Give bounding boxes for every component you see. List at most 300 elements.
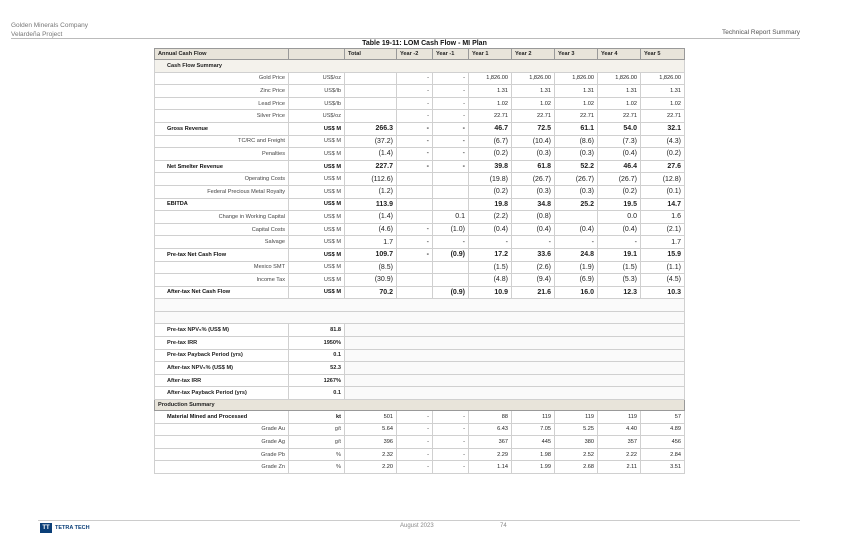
table-row xyxy=(155,286,685,299)
table-row xyxy=(155,423,685,436)
value-cell: - xyxy=(433,236,469,249)
value-cell: 54.0 xyxy=(598,122,641,135)
value-cell: (2.2) xyxy=(469,211,512,224)
value-cell: (26.7) xyxy=(598,173,641,186)
value-cell: (0.2) xyxy=(469,185,512,198)
value-cell: 7.05 xyxy=(512,423,555,436)
table-row xyxy=(155,122,685,135)
value-cell: (2.6) xyxy=(512,261,555,274)
value-cell: (1.9) xyxy=(555,261,598,274)
value-cell: - xyxy=(433,148,469,161)
value-cell xyxy=(433,274,469,287)
value-cell: - xyxy=(397,148,433,161)
value-cell: 119 xyxy=(555,411,598,424)
tetra-tech-logo xyxy=(40,523,90,533)
value-cell xyxy=(555,211,598,224)
table-row xyxy=(155,72,685,85)
metric-label: Pre-tax Payback Period (yrs) xyxy=(155,349,289,362)
value-cell: - xyxy=(397,72,433,85)
value-cell: (4.5) xyxy=(641,274,685,287)
value-cell: 2.20 xyxy=(345,461,397,474)
value-cell: - xyxy=(433,97,469,110)
row-unit: US$ M xyxy=(289,274,345,287)
value-cell: - xyxy=(397,248,433,261)
value-cell: (1.1) xyxy=(641,261,685,274)
value-cell: 1.6 xyxy=(641,211,685,224)
row-label: Silver Price xyxy=(155,110,289,123)
row-label: Net Smelter Revenue xyxy=(155,160,289,173)
metric-value: 0.1 xyxy=(289,349,345,362)
row-label: Grade Au xyxy=(155,423,289,436)
value-cell: 445 xyxy=(512,436,555,449)
value-cell: - xyxy=(512,236,555,249)
value-cell: (1.4) xyxy=(345,148,397,161)
row-label: EBITDA xyxy=(155,198,289,211)
table-row xyxy=(155,374,685,387)
value-cell: (9.4) xyxy=(512,274,555,287)
value-cell: 1.7 xyxy=(641,236,685,249)
value-cell: (0.2) xyxy=(598,185,641,198)
table-row xyxy=(155,110,685,123)
value-cell: 367 xyxy=(469,436,512,449)
row-unit: US$ M xyxy=(289,236,345,249)
metric-value: 1950% xyxy=(289,337,345,350)
metric-value: 0.1 xyxy=(289,387,345,400)
footer-divider xyxy=(38,520,800,521)
value-cell: 1,826.00 xyxy=(512,72,555,85)
value-cell: (0.2) xyxy=(641,148,685,161)
row-label: Income Tax xyxy=(155,274,289,287)
cash-flow-table xyxy=(154,48,685,474)
value-cell: 61.1 xyxy=(555,122,598,135)
value-cell: - xyxy=(433,85,469,98)
table-row xyxy=(155,236,685,249)
value-cell: - xyxy=(433,411,469,424)
value-cell: 22.71 xyxy=(598,110,641,123)
value-cell: 1.02 xyxy=(555,97,598,110)
value-cell: (6.7) xyxy=(469,135,512,148)
value-cell: - xyxy=(469,236,512,249)
value-cell: (0.4) xyxy=(555,223,598,236)
value-cell: (26.7) xyxy=(555,173,598,186)
value-cell: 357 xyxy=(598,436,641,449)
value-cell: 1.31 xyxy=(641,85,685,98)
value-cell: 4.89 xyxy=(641,423,685,436)
column-header: Annual Cash Flow xyxy=(155,49,289,60)
value-cell: 61.8 xyxy=(512,160,555,173)
value-cell: 17.2 xyxy=(469,248,512,261)
value-cell: (7.3) xyxy=(598,135,641,148)
value-cell: 1.02 xyxy=(641,97,685,110)
value-cell: 19.1 xyxy=(598,248,641,261)
row-label: Material Mined and Processed xyxy=(155,411,289,424)
value-cell: (0.4) xyxy=(512,223,555,236)
empty-cell xyxy=(345,387,685,400)
value-cell: 4.40 xyxy=(598,423,641,436)
empty-cell xyxy=(345,349,685,362)
value-cell: (1.5) xyxy=(469,261,512,274)
table-row xyxy=(155,349,685,362)
footer-date: August 2023 xyxy=(400,523,434,529)
value-cell: 1,826.00 xyxy=(598,72,641,85)
value-cell: 33.6 xyxy=(512,248,555,261)
value-cell: 1.31 xyxy=(555,85,598,98)
row-unit: US$ M xyxy=(289,211,345,224)
value-cell: - xyxy=(433,448,469,461)
value-cell: - xyxy=(397,411,433,424)
value-cell: 1.31 xyxy=(512,85,555,98)
value-cell: 1,826.00 xyxy=(641,72,685,85)
row-label: Gold Price xyxy=(155,72,289,85)
blank-row xyxy=(155,299,685,312)
value-cell: - xyxy=(433,436,469,449)
column-header: Year -1 xyxy=(433,49,469,60)
column-header: Year 4 xyxy=(598,49,641,60)
table-row xyxy=(155,148,685,161)
row-label: Lead Price xyxy=(155,97,289,110)
table-row xyxy=(155,461,685,474)
value-cell: - xyxy=(433,461,469,474)
value-cell: (0.9) xyxy=(433,286,469,299)
row-label: Mexico SMT xyxy=(155,261,289,274)
value-cell: 1.02 xyxy=(512,97,555,110)
value-cell xyxy=(397,211,433,224)
row-label: Penalties xyxy=(155,148,289,161)
value-cell: 12.3 xyxy=(598,286,641,299)
row-unit: US$ M xyxy=(289,198,345,211)
value-cell: 396 xyxy=(345,436,397,449)
value-cell: - xyxy=(433,423,469,436)
table-row xyxy=(155,248,685,261)
value-cell: 72.5 xyxy=(512,122,555,135)
section-label: Cash Flow Summary xyxy=(155,60,685,73)
value-cell: (0.8) xyxy=(512,211,555,224)
header-divider xyxy=(11,38,800,39)
table-row xyxy=(155,173,685,186)
value-cell: 32.1 xyxy=(641,122,685,135)
value-cell: 10.9 xyxy=(469,286,512,299)
table-header-row xyxy=(155,49,685,60)
metric-label: After-tax Payback Period (yrs) xyxy=(155,387,289,400)
value-cell: (0.1) xyxy=(641,185,685,198)
value-cell: (0.3) xyxy=(555,148,598,161)
table-row xyxy=(155,400,685,411)
value-cell: - xyxy=(433,110,469,123)
value-cell: - xyxy=(433,122,469,135)
value-cell xyxy=(345,110,397,123)
value-cell: 2.11 xyxy=(598,461,641,474)
row-label: Gross Revenue xyxy=(155,122,289,135)
value-cell: (10.4) xyxy=(512,135,555,148)
value-cell: (26.7) xyxy=(512,173,555,186)
value-cell: (12.8) xyxy=(641,173,685,186)
value-cell: 0.0 xyxy=(598,211,641,224)
row-label: Federal Precious Metal Royalty xyxy=(155,185,289,198)
company-name: Golden Minerals Company xyxy=(11,22,88,29)
row-label: Grade Ag xyxy=(155,436,289,449)
value-cell: 456 xyxy=(641,436,685,449)
column-header: Year 3 xyxy=(555,49,598,60)
project-name: Velardeña Project xyxy=(11,31,63,38)
value-cell xyxy=(397,173,433,186)
value-cell: (0.9) xyxy=(433,248,469,261)
value-cell: 52.2 xyxy=(555,160,598,173)
value-cell: (2.1) xyxy=(641,223,685,236)
row-unit: US$ M xyxy=(289,173,345,186)
header-left xyxy=(11,21,88,39)
value-cell xyxy=(345,72,397,85)
value-cell: 46.4 xyxy=(598,160,641,173)
metric-value: 1267% xyxy=(289,374,345,387)
value-cell: 3.51 xyxy=(641,461,685,474)
value-cell: 19.5 xyxy=(598,198,641,211)
value-cell: 1.99 xyxy=(512,461,555,474)
table-row xyxy=(155,324,685,337)
value-cell: - xyxy=(397,110,433,123)
value-cell: (30.9) xyxy=(345,274,397,287)
value-cell: 1.14 xyxy=(469,461,512,474)
table-row xyxy=(155,60,685,73)
row-unit: g/t xyxy=(289,436,345,449)
value-cell: 1.02 xyxy=(598,97,641,110)
row-label: Pre-tax Net Cash Flow xyxy=(155,248,289,261)
value-cell: 109.7 xyxy=(345,248,397,261)
value-cell: - xyxy=(598,236,641,249)
value-cell: 19.8 xyxy=(469,198,512,211)
value-cell: (0.4) xyxy=(469,223,512,236)
table-row xyxy=(155,311,685,324)
table-row xyxy=(155,261,685,274)
row-unit: US$ M xyxy=(289,286,345,299)
value-cell xyxy=(433,198,469,211)
value-cell: 501 xyxy=(345,411,397,424)
value-cell: - xyxy=(397,236,433,249)
report-title: Technical Report Summary xyxy=(721,29,800,36)
empty-cell xyxy=(345,337,685,350)
value-cell: - xyxy=(397,461,433,474)
row-unit: US$ M xyxy=(289,185,345,198)
table-row xyxy=(155,160,685,173)
row-unit: kt xyxy=(289,411,345,424)
metric-label: Pre-tax IRR xyxy=(155,337,289,350)
column-header xyxy=(289,49,345,60)
value-cell xyxy=(397,274,433,287)
value-cell: - xyxy=(555,236,598,249)
row-label: Salvage xyxy=(155,236,289,249)
row-unit: US$ M xyxy=(289,122,345,135)
value-cell: 14.7 xyxy=(641,198,685,211)
value-cell: (0.4) xyxy=(598,223,641,236)
empty-cell xyxy=(345,362,685,375)
value-cell xyxy=(397,261,433,274)
column-header: Total xyxy=(345,49,397,60)
value-cell: (0.2) xyxy=(469,148,512,161)
value-cell: (19.8) xyxy=(469,173,512,186)
value-cell: - xyxy=(397,436,433,449)
table-row xyxy=(155,274,685,287)
value-cell: (112.6) xyxy=(345,173,397,186)
value-cell: 21.6 xyxy=(512,286,555,299)
table-row xyxy=(155,411,685,424)
column-header: Year -2 xyxy=(397,49,433,60)
row-unit: US$/oz xyxy=(289,72,345,85)
value-cell: 5.25 xyxy=(555,423,598,436)
value-cell: 1.98 xyxy=(512,448,555,461)
table-row xyxy=(155,135,685,148)
value-cell: 2.29 xyxy=(469,448,512,461)
value-cell: 22.71 xyxy=(512,110,555,123)
value-cell: (8.6) xyxy=(555,135,598,148)
value-cell: - xyxy=(433,160,469,173)
value-cell: (4.6) xyxy=(345,223,397,236)
value-cell: 88 xyxy=(469,411,512,424)
row-unit: g/t xyxy=(289,423,345,436)
row-label: After-tax Net Cash Flow xyxy=(155,286,289,299)
value-cell: 113.9 xyxy=(345,198,397,211)
row-label: Capital Costs xyxy=(155,223,289,236)
metric-value: 81.8 xyxy=(289,324,345,337)
value-cell: - xyxy=(433,135,469,148)
table-title: Table 19-11: LOM Cash Flow - MI Plan xyxy=(362,40,487,47)
value-cell: (6.9) xyxy=(555,274,598,287)
column-header: Year 5 xyxy=(641,49,685,60)
value-cell: (4.3) xyxy=(641,135,685,148)
column-header: Year 2 xyxy=(512,49,555,60)
row-unit: % xyxy=(289,448,345,461)
tetra-tech-logo-text: TETRA TECH xyxy=(55,525,90,531)
row-label: Zinc Price xyxy=(155,85,289,98)
table-row xyxy=(155,448,685,461)
value-cell: 39.8 xyxy=(469,160,512,173)
value-cell: 46.7 xyxy=(469,122,512,135)
table-row xyxy=(155,299,685,312)
value-cell: 2.52 xyxy=(555,448,598,461)
value-cell: (8.5) xyxy=(345,261,397,274)
value-cell: 266.3 xyxy=(345,122,397,135)
value-cell: (0.3) xyxy=(512,185,555,198)
value-cell: - xyxy=(397,448,433,461)
value-cell: 22.71 xyxy=(469,110,512,123)
value-cell: 0.1 xyxy=(433,211,469,224)
value-cell: (37.2) xyxy=(345,135,397,148)
value-cell: - xyxy=(397,223,433,236)
value-cell: 119 xyxy=(512,411,555,424)
value-cell: 22.71 xyxy=(641,110,685,123)
value-cell: 22.71 xyxy=(555,110,598,123)
row-unit: US$ M xyxy=(289,248,345,261)
value-cell: 227.7 xyxy=(345,160,397,173)
value-cell: 15.9 xyxy=(641,248,685,261)
section-heading: Production Summary xyxy=(155,400,685,411)
table-row xyxy=(155,223,685,236)
value-cell: 24.8 xyxy=(555,248,598,261)
row-label: Grade Pb xyxy=(155,448,289,461)
row-unit: % xyxy=(289,461,345,474)
value-cell: 1.7 xyxy=(345,236,397,249)
empty-cell xyxy=(345,324,685,337)
value-cell: 27.6 xyxy=(641,160,685,173)
value-cell: 2.84 xyxy=(641,448,685,461)
value-cell: 34.8 xyxy=(512,198,555,211)
value-cell xyxy=(433,173,469,186)
row-label: Grade Zn xyxy=(155,461,289,474)
value-cell xyxy=(433,185,469,198)
row-label: Operating Costs xyxy=(155,173,289,186)
value-cell: 6.43 xyxy=(469,423,512,436)
value-cell: (1.5) xyxy=(598,261,641,274)
metric-label: Pre-tax NPV₅% (US$ M) xyxy=(155,324,289,337)
value-cell xyxy=(345,85,397,98)
table-row xyxy=(155,198,685,211)
metric-label: After-tax IRR xyxy=(155,374,289,387)
value-cell: 10.3 xyxy=(641,286,685,299)
table-row xyxy=(155,211,685,224)
empty-cell xyxy=(345,374,685,387)
value-cell: 16.0 xyxy=(555,286,598,299)
blank-row xyxy=(155,311,685,324)
row-label: TC/RC and Freight xyxy=(155,135,289,148)
row-unit: US$/lb xyxy=(289,85,345,98)
table-row xyxy=(155,97,685,110)
value-cell: 2.68 xyxy=(555,461,598,474)
value-cell xyxy=(397,185,433,198)
value-cell: - xyxy=(397,122,433,135)
value-cell: 380 xyxy=(555,436,598,449)
table-row xyxy=(155,337,685,350)
row-unit: US$ M xyxy=(289,223,345,236)
page-number: 74 xyxy=(500,523,507,529)
value-cell: (1.0) xyxy=(433,223,469,236)
value-cell: 1.31 xyxy=(598,85,641,98)
tetra-tech-logo-mark: TT xyxy=(40,523,52,533)
value-cell: - xyxy=(433,72,469,85)
table-row xyxy=(155,436,685,449)
table-row xyxy=(155,85,685,98)
value-cell: 25.2 xyxy=(555,198,598,211)
row-label: Change in Working Capital xyxy=(155,211,289,224)
value-cell: 70.2 xyxy=(345,286,397,299)
value-cell xyxy=(345,97,397,110)
table-row xyxy=(155,362,685,375)
value-cell: (0.3) xyxy=(512,148,555,161)
value-cell: (1.2) xyxy=(345,185,397,198)
value-cell xyxy=(433,261,469,274)
value-cell: (0.3) xyxy=(555,185,598,198)
value-cell xyxy=(397,198,433,211)
value-cell: - xyxy=(397,423,433,436)
value-cell: - xyxy=(397,160,433,173)
value-cell xyxy=(397,286,433,299)
value-cell: (5.3) xyxy=(598,274,641,287)
metric-value: 52.3 xyxy=(289,362,345,375)
table-row xyxy=(155,185,685,198)
row-unit: US$ M xyxy=(289,135,345,148)
value-cell: 119 xyxy=(598,411,641,424)
value-cell: (1.4) xyxy=(345,211,397,224)
value-cell: (4.8) xyxy=(469,274,512,287)
column-header: Year 1 xyxy=(469,49,512,60)
value-cell: (0.4) xyxy=(598,148,641,161)
value-cell: 1,826.00 xyxy=(469,72,512,85)
table-row xyxy=(155,387,685,400)
value-cell: 5.64 xyxy=(345,423,397,436)
row-unit: US$ M xyxy=(289,261,345,274)
value-cell: - xyxy=(397,85,433,98)
row-unit: US$ M xyxy=(289,148,345,161)
metric-label: After-tax NPV₅% (US$ M) xyxy=(155,362,289,375)
value-cell: - xyxy=(397,97,433,110)
value-cell: - xyxy=(397,135,433,148)
